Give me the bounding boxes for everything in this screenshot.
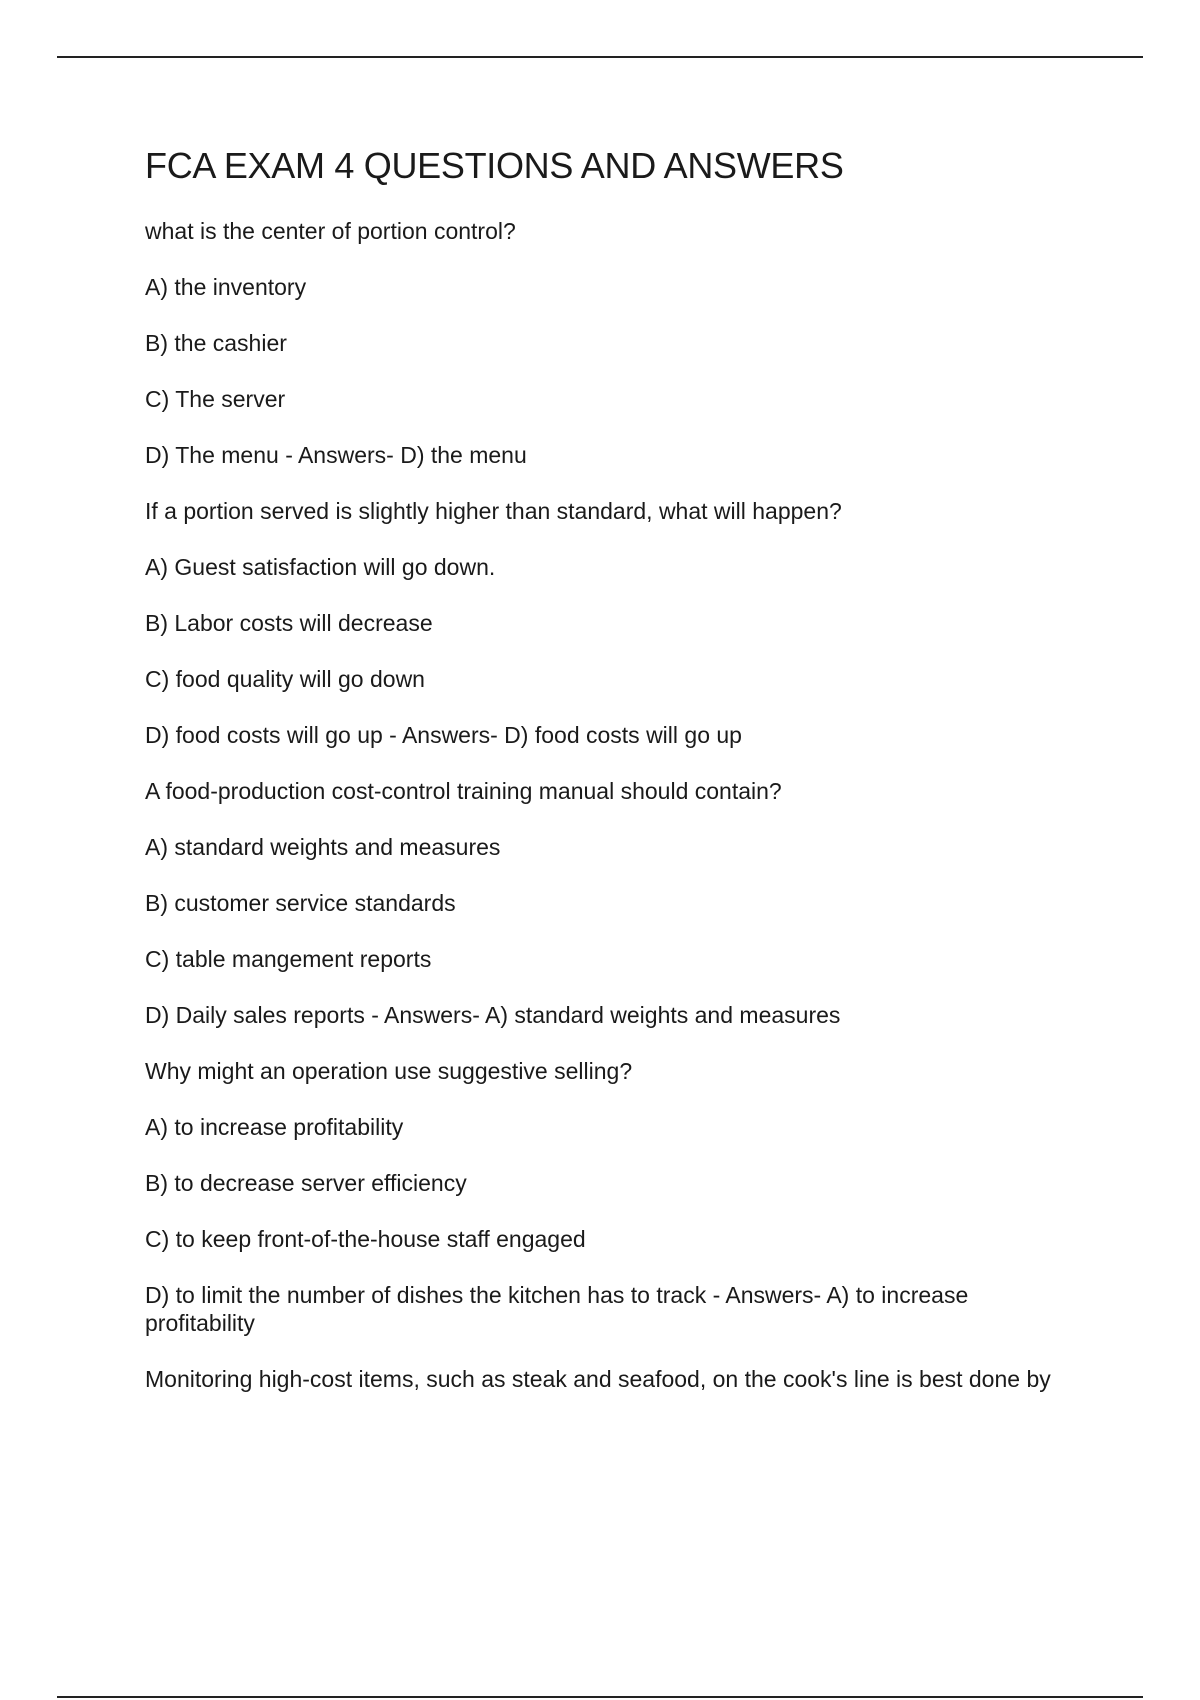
option-a: A) Guest satisfaction will go down. [145,554,496,580]
top-divider [57,56,1143,58]
question-2 [145,497,1075,749]
question-3 [145,777,1075,1029]
question-text: If a portion served is slightly higher than standard, what will happen? [145,498,842,524]
question-1 [145,217,1075,469]
option-c: C) table mangement reports [145,946,432,972]
option-b: B) the cashier [145,330,287,356]
option-b: B) to decrease server efficiency [145,1170,467,1196]
question-text: Why might an operation use suggestive selling? [145,1058,633,1084]
question-5 [145,1365,1075,1393]
option-a: A) to increase profitability [145,1114,404,1140]
option-c: C) food quality will go down [145,666,425,692]
document-body [145,140,1075,1421]
option-d-with-answer: D) to limit the number of dishes the kitchen has to track - Answers- A) to increase profitability [145,1282,969,1336]
option-a: A) the inventory [145,274,307,300]
option-d-with-answer: D) Daily sales reports - Answers- A) standard weights and measures [145,1002,841,1028]
option-b: B) Labor costs will decrease [145,610,433,636]
option-c: C) The server [145,386,286,412]
page-title: FCA EXAM 4 QUESTIONS AND ANSWERS [145,145,844,186]
option-b: B) customer service standards [145,890,456,916]
bottom-divider [57,1696,1143,1698]
option-c: C) to keep front-of-the-house staff engaged [145,1226,586,1252]
question-text: what is the center of portion control? [145,218,516,244]
question-4 [145,1057,1075,1337]
question-text: A food-production cost-control training manual should contain? [145,778,782,804]
option-d-with-answer: D) The menu - Answers- D) the menu [145,442,527,468]
option-d-with-answer: D) food costs will go up - Answers- D) food costs will go up [145,722,742,748]
option-a: A) standard weights and measures [145,834,501,860]
question-text: Monitoring high-cost items, such as steak and seafood, on the cook's line is best done by [145,1366,1051,1392]
